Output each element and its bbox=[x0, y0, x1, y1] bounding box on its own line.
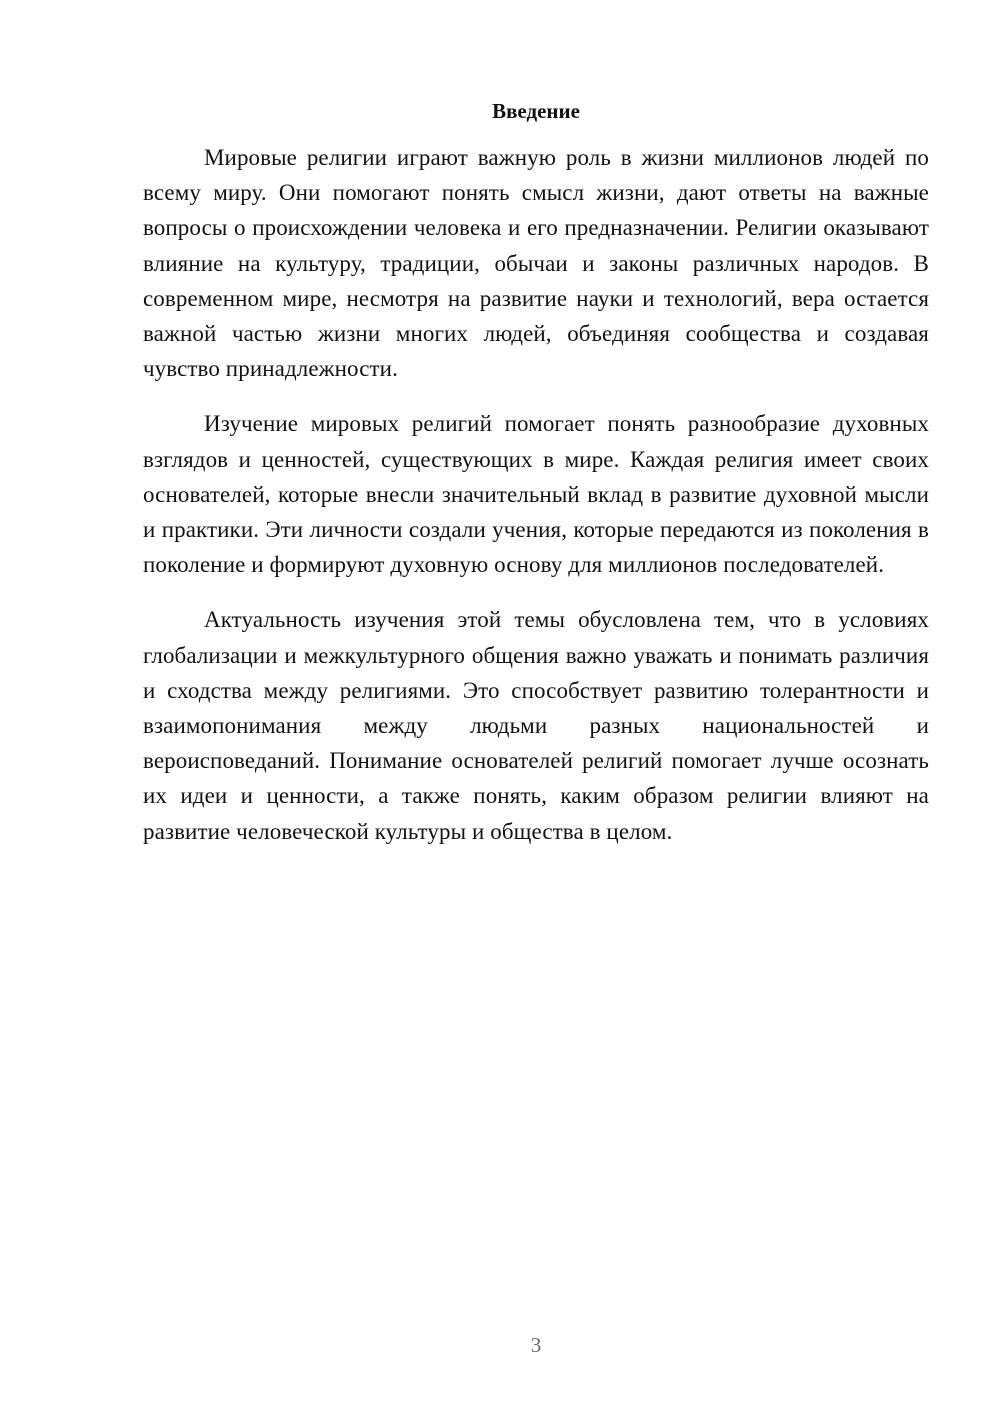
page-number: 3 bbox=[530, 1333, 542, 1357]
page-content bbox=[143, 96, 929, 869]
section-heading: Введение bbox=[492, 99, 580, 123]
paragraph-3: Актуальность изучения этой темы обусловлена тем, что в условиях глобализации и межкультурного общения важно уважать и понимать различия и сходства между религиями. Это способствует развитию толерантности и взаимопонимания между людьми разных национальностей и вероисповеданий. Понимание основателей религий помогает лучше осознать их идеи и ценности, а также понять, каким образом религии влияют на развитие человеческой культуры и общества в целом. bbox=[143, 607, 929, 844]
paragraph-1: Мировые религии играют важную роль в жизни миллионов людей по всему миру. Они помогают понять смысл жизни, дают ответы на важные вопросы о происхождении человека и его предназначении. Религии оказывают влияние на культуру, традиции, обычаи и законы различных народов. В современном мире, несмотря на развитие науки и технологий, вера остается важной частью жизни многих людей, объединяя сообщества и создавая чувство принадлежности. bbox=[143, 145, 929, 382]
paragraph-2: Изучение мировых религий помогает понять разнообразие духовных взглядов и ценностей, существующих в мире. Каждая религия имеет своих основателей, которые внесли значительный вклад в развитие духовной мысли и практики. Эти личности создали учения, которые передаются из поколения в поколение и формируют духовную основу для миллионов последователей. bbox=[143, 411, 929, 578]
